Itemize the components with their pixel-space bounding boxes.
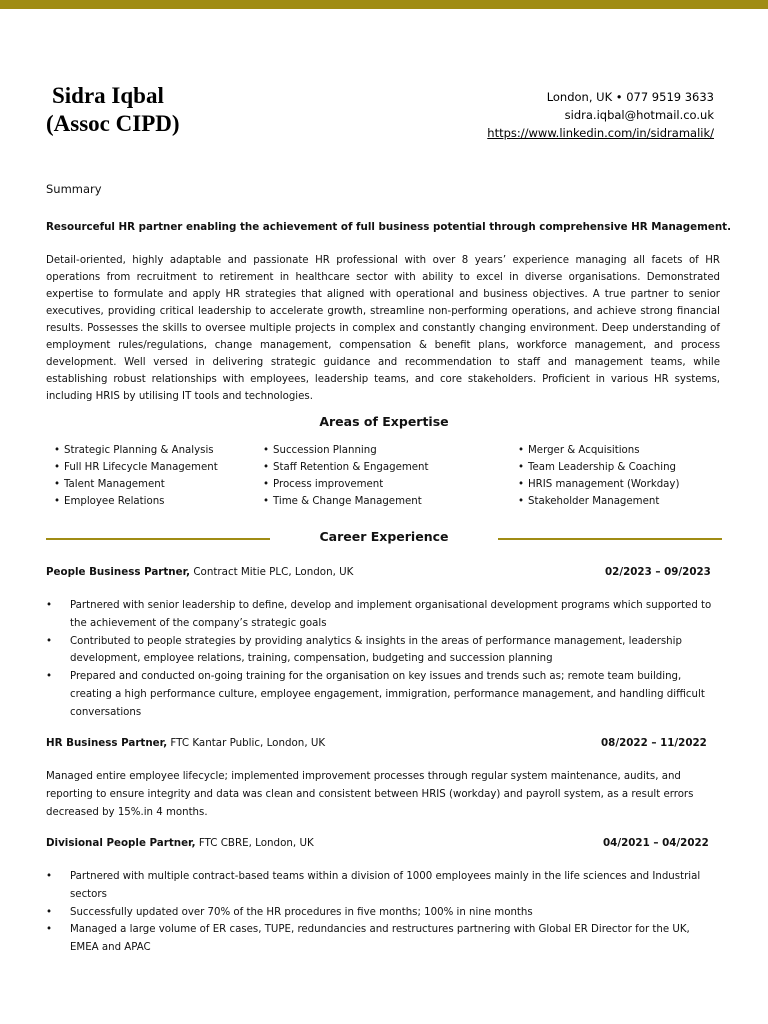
job-dates: 04/2021 – 04/2022	[603, 837, 709, 849]
expertise-item: • Team Leadership & Coaching	[518, 459, 679, 476]
expertise-item: • Stakeholder Management	[518, 493, 679, 510]
bullet-icon: •	[46, 600, 53, 611]
candidate-credential: (Assoc CIPD)	[46, 111, 180, 136]
list-item: • Managed a large volume of ER cases, TUPE, redundancies and restructures partnering with Global ER Director for the UK, EMEA and APAC	[46, 921, 720, 957]
summary-heading: Summary	[46, 182, 102, 196]
job-bullets	[46, 868, 720, 957]
career-rule-right	[498, 538, 722, 540]
expertise-item: • Merger & Acquisitions	[518, 442, 679, 459]
expertise-item: • Process improvement	[263, 476, 429, 493]
email-address: sidra.iqbal@hotmail.co.uk	[564, 108, 714, 122]
job-bullets	[46, 597, 720, 722]
expertise-heading: Areas of Expertise	[319, 414, 449, 429]
job-description: Managed entire employee lifecycle; implemented improvement processes through regular system maintenance, audits, and reporting to ensure integrity and data was clean and consistent between HRIS (workday) and payroll system, as a result errors decreased by 15%.in 4 months.	[46, 771, 694, 818]
expertise-column-1	[54, 442, 218, 510]
job-title-line	[46, 837, 314, 849]
job-company: FTC Kantar Public, London, UK	[170, 737, 326, 749]
job-dates: 02/2023 – 09/2023	[605, 566, 711, 578]
bullet-icon: •	[46, 871, 53, 882]
job-title-line	[46, 737, 325, 749]
list-item: • Partnered with multiple contract-based teams within a division of 1000 employees mainly in the life sciences and Industrial sectors	[46, 868, 720, 904]
expertise-item: • Talent Management	[54, 476, 218, 493]
location-phone: London, UK • 077 9519 3633	[546, 90, 714, 104]
career-heading: Career Experience	[319, 529, 449, 544]
list-item: • Successfully updated over 70% of the HR procedures in five months; 100% in nine months	[46, 904, 720, 922]
top-accent-bar	[0, 0, 768, 9]
job-company: FTC CBRE, London, UK	[198, 837, 314, 849]
bullet-icon: •	[46, 924, 53, 936]
list-item: • Contributed to people strategies by providing analytics & insights in the areas of performance management, leadership development, employee relations, training, compensation, budgeting and succession planning	[46, 633, 720, 669]
bullet-icon: •	[46, 635, 53, 647]
job-role: People Business Partner,	[46, 566, 191, 578]
expertise-item: • Full HR Lifecycle Management	[54, 459, 218, 476]
expertise-item: • Staff Retention & Engagement	[263, 459, 429, 476]
job-role: Divisional People Partner,	[46, 837, 196, 849]
expertise-item: • Succession Planning	[263, 442, 429, 459]
list-item: • Partnered with senior leadership to define, develop and implement organisational development programs which supported to the achievement of the company’s strategic goals	[46, 597, 720, 633]
expertise-item: • Strategic Planning & Analysis	[54, 442, 218, 459]
job-dates: 08/2022 – 11/2022	[601, 737, 707, 749]
job-title-line	[46, 566, 353, 578]
bullet-icon: •	[46, 906, 53, 918]
expertise-column-3	[518, 442, 679, 510]
candidate-name: Sidra Iqbal	[52, 83, 164, 108]
expertise-item: • Time & Change Management	[263, 493, 429, 510]
list-item: • Prepared and conducted on-going training for the organisation on key issues and trends such as; remote team building, creating a high performance culture, employee engagement, immigration, performance management, and handling difficult conversations	[46, 668, 720, 721]
expertise-item: • Employee Relations	[54, 493, 218, 510]
summary-tagline: Resourceful HR partner enabling the achievement of full business potential through comprehensive HR Management.	[46, 221, 731, 233]
expertise-item: • HRIS management (Workday)	[518, 476, 679, 493]
linkedin-link[interactable]: https://www.linkedin.com/in/sidramalik/	[487, 126, 714, 140]
job-role: HR Business Partner,	[46, 737, 168, 749]
expertise-column-2	[263, 442, 429, 510]
bullet-icon: •	[46, 671, 53, 683]
summary-paragraph: Detail-oriented, highly adaptable and passionate HR professional with over 8 years’ experience managing all facets of HR operations from recruitment to retirement in healthcare sector with ability to excel in diverse organisations. Demonstrated expertise to formulate and apply HR strategies that aligned with operational and business objectives. A true partner to senior executives, providing critical leadership to accelerate growth, streamline non-performing operations, and achieve strong financial results. Possesses the skills to oversee multiple projects in complex and constantly changing environment. Deep understanding of employment rules/regulations, change management, compensation & benefit plans, workforce management, and process development. Well versed in delivering strategic guidance and recommendation to staff and management teams, while establishing robust relationships with employees, leadership teams, and core stakeholders. Proficient in various HR systems, including HRIS by utilising IT tools and technologies.	[46, 255, 720, 402]
candidate-name-block	[46, 82, 286, 138]
job-company: Contract Mitie PLC, London, UK	[193, 566, 354, 578]
contact-block	[374, 88, 714, 142]
